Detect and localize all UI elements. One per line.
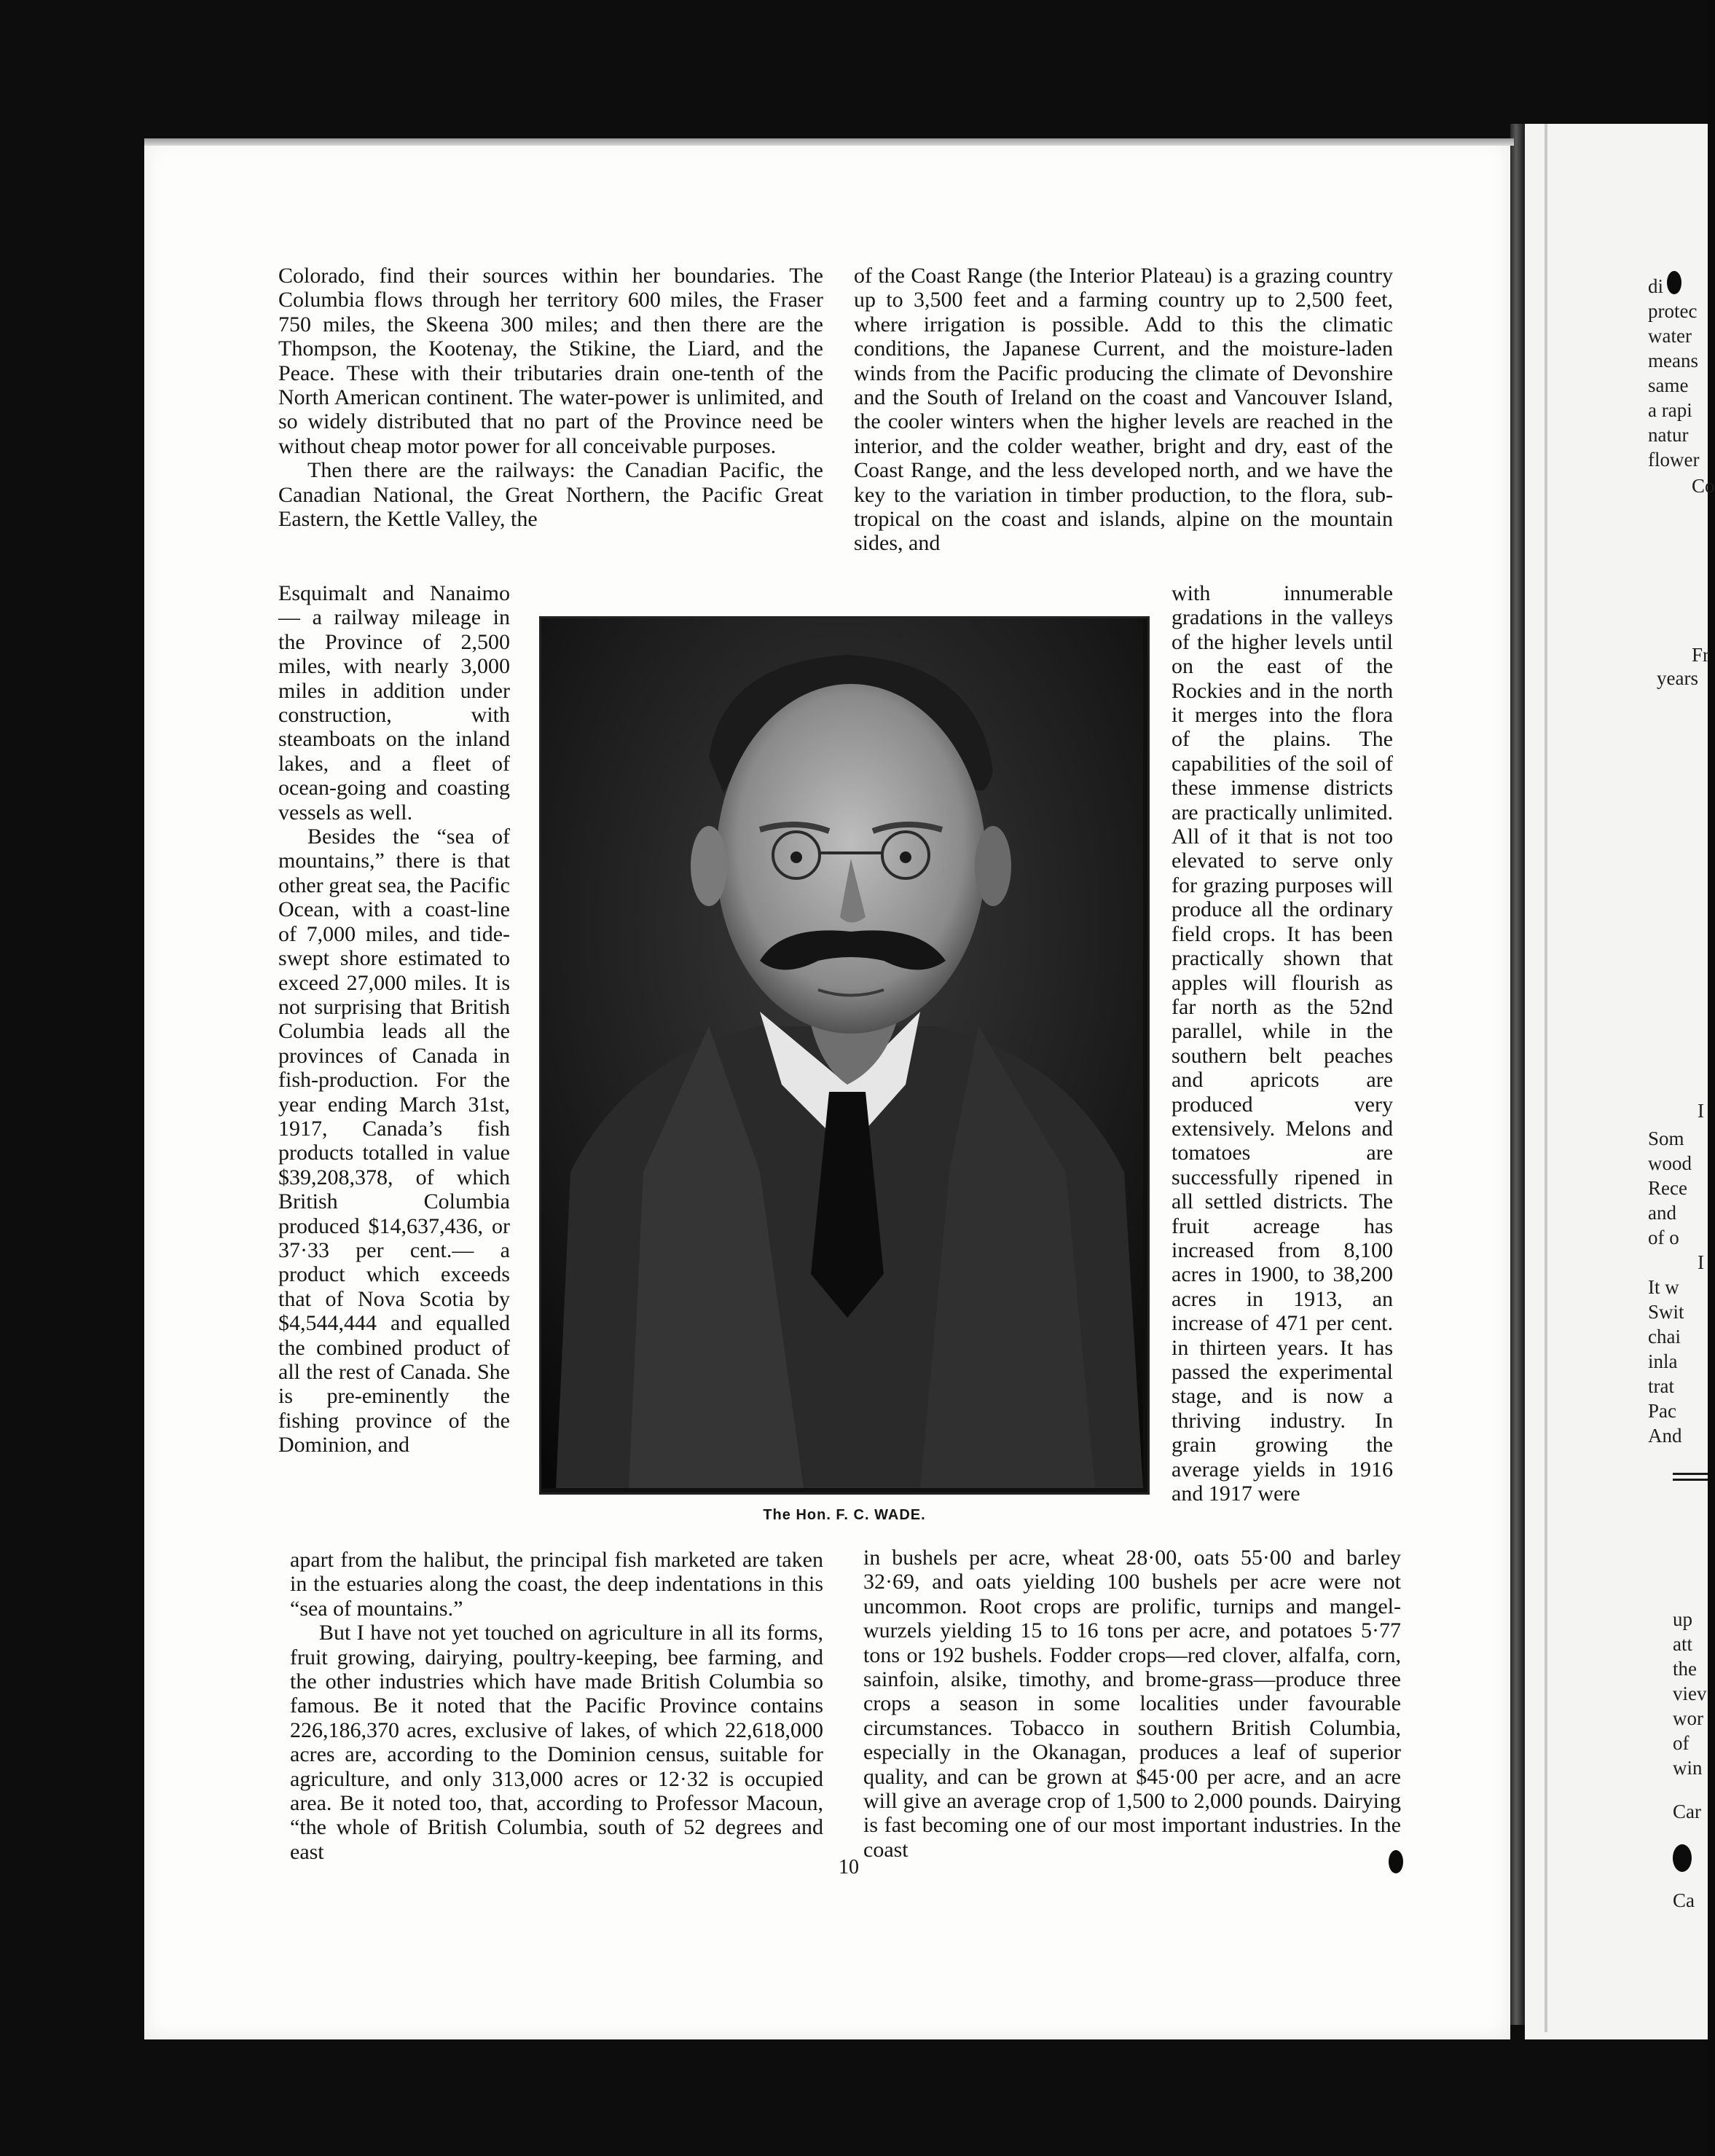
facing-page-text: I [1698,1100,1704,1122]
facing-page-edge [1545,124,1547,2032]
facing-page-text: wor [1673,1707,1703,1729]
facing-page-text: water [1648,325,1692,347]
article-column-right-bottom [863,1546,1401,1862]
facing-page-text: win [1673,1757,1703,1779]
page-number: 10 [839,1856,859,1878]
facing-page-text: same [1648,374,1689,396]
facing-page-text: And [1648,1425,1682,1447]
facing-page-text: Car [1673,1801,1701,1822]
article-column-left-top [278,264,823,531]
ink-blot [1667,271,1681,294]
facing-page-text: Ca [1673,1889,1695,1911]
paragraph: Esquimalt and Nanaimo — a railway mileage in the Province of 2,500 miles, with nearly 3,000 miles in addition under construction, with steamboats on the inland lakes, and a fleet of ocean-going and coasting vessels as well. [278,581,510,825]
paragraph: apart from the halibut, the principal fish marketed are taken in the estuaries along the coast, the deep indentations in this “sea of mountains.” [290,1548,823,1621]
ink-blot [1673,1844,1692,1872]
facing-page-text: means [1648,350,1698,371]
facing-page-text: I [1698,1251,1704,1273]
facing-page-text: Fr [1692,644,1710,666]
facing-page-text: att [1673,1633,1692,1655]
photo-caption: The Hon. F. C. WADE. [763,1507,926,1523]
facing-page-text: up [1673,1608,1692,1630]
paragraph: Colorado, find their sources within her boundaries. The Columbia flows through her territory 600 miles, the Fraser 750 miles, the Skeena 300 miles; and then there are the Thompson, the Kootenay, the Stikine, the Liard, and the Peace. These with their tributaries drain one-tenth of the North American continent. The water-power is unlimited, and so widely distributed that no part of the Province need be without cheap motor power for all conceivable purposes. [278,264,823,458]
facing-page-text: protec [1648,300,1698,322]
facing-page-text: of o [1648,1227,1679,1248]
facing-page-rule [1673,1479,1708,1481]
facing-page-text: and [1648,1202,1676,1224]
facing-page-text: Rece [1648,1177,1687,1199]
book-gutter [1510,124,1525,2025]
facing-page-text: Swit [1648,1301,1684,1323]
paragraph: of the Coast Range (the Interior Plateau) is a grazing country up to 3,500 feet and a farming country up to 2,500 feet, where irrigation is possible. Add to this the climatic conditions, the Japanese Current, and the moisture-laden winds from the Pacific producing the climate of Devonshire and the South of Ireland on the coast and Vancouver Island, the cooler winters when the higher levels are reached in the interior, and the colder weather, bright and dry, east of the Coast Range, and the less developed north, and we have the key to the variation in timber production, to the flora, sub-tropical on the coast and islands, alpine on the mountain sides, and [854,264,1393,556]
facing-page-text: a rapi [1648,399,1692,421]
facing-page-text: chai [1648,1326,1681,1348]
ink-blot [1389,1850,1403,1873]
facing-page-text: It w [1648,1276,1679,1298]
facing-page-text: years [1657,667,1698,689]
facing-page-text: trat [1648,1375,1674,1397]
page-top-edge [144,138,1514,146]
facing-page-text: flower [1648,449,1700,471]
facing-page-text: di [1648,275,1664,297]
facing-page-text: of [1673,1732,1690,1754]
paragraph: Besides the “sea of mountains,” there is that other great sea, the Pacific Ocean, with a coast-line of 7,000 miles, and tide-swept shore estimated to exceed 27,000 miles. It is not surprising that British Columbia leads all the provinces of Canada in fish-production. For the year ending March 31st, 1917, Canada’s fish products totalled in value $39,208,378, of which British Columbia produced $14,637,436, or 37·33 per cent.— a product which exceeds that of Nova Scotia by $4,544,444 and equalled the combined product of all the rest of Canada. She is pre-eminently the fishing province of the Dominion, and [278,825,510,1457]
paragraph: in bushels per acre, wheat 28·00, oats 55·00 and barley 32·69, and oats yielding 100 bushels per acre were not uncommon. Root crops are prolific, turnips and mangel-wurzels yielding 15 to 16 tons per acre, and potatoes 5·77 tons or 192 bushels. Fodder crops—red clover, alfalfa, corn, sainfoin, alsike, timothy, and brome-grass—produce three crops a season in some localities under favourable circumstances. Tobacco in southern British Columbia, especially in the Okanagan, produces a leaf of superior quality, and can be grown at $45·00 per acre, and an acre will give an average crop of 1,500 to 2,000 pounds. Dairying is fast becoming one of our most important industries. In the coast [863,1546,1401,1862]
portrait-illustration [541,618,1143,1488]
facing-page-text: inla [1648,1350,1678,1372]
article-column-left-wrap [278,581,510,1457]
facing-page-text: wood [1648,1152,1692,1174]
facing-page-text: Pac [1648,1400,1676,1422]
article-column-right-wrap [1172,581,1393,1506]
facing-page-text: Som [1648,1128,1684,1149]
facing-page-text: viev [1673,1683,1707,1704]
facing-page-text: the [1673,1658,1697,1680]
paragraph: Then there are the railways: the Canadian Pacific, the Canadian National, the Great Northern, the Pacific Great Eastern, the Kettle Valley, the [278,458,823,532]
facing-page-text: Co [1692,475,1715,497]
portrait-photo [539,616,1150,1495]
paragraph: But I have not yet touched on agriculture in all its forms, fruit growing, dairying, poultry-keeping, bee farming, and the other industries which have made British Columbia so famous. Be it noted that the Pacific Province contains 226,186,370 acres, exclusive of lakes, of which 22,618,000 acres are, according to the Dominion census, suitable for agriculture, and only 313,000 acres or 12·32 is occupied area. Be it noted too, that, according to Professor Macoun, “the whole of British Columbia, south of 52 degrees and east [290,1621,823,1864]
facing-page-text: natur [1648,424,1689,446]
article-column-right-top [854,264,1393,556]
paragraph: with innumerable gradations in the valleys of the higher levels until on the east of the Rockies and in the north it merges into the flora of the plains. The capabilities of the soil of these immense districts are practically unlimited. All of it that is not too elevated to serve only for grazing purposes will produce all the ordinary field crops. It has been practically shown that apples will flourish as far north as the 52nd parallel, while in the southern belt peaches and apricots are produced very extensively. Melons and tomatoes are successfully ripened in all settled districts. The fruit acreage has increased from 8,100 acres in 1900, to 38,200 acres in 1913, an increase of 471 per cent. in thirteen years. It has passed the experimental stage, and is now a thriving industry. In grain growing the average yields in 1916 and 1917 were [1172,581,1393,1506]
facing-page-rule [1673,1473,1708,1475]
article-column-left-bottom [290,1548,823,1864]
